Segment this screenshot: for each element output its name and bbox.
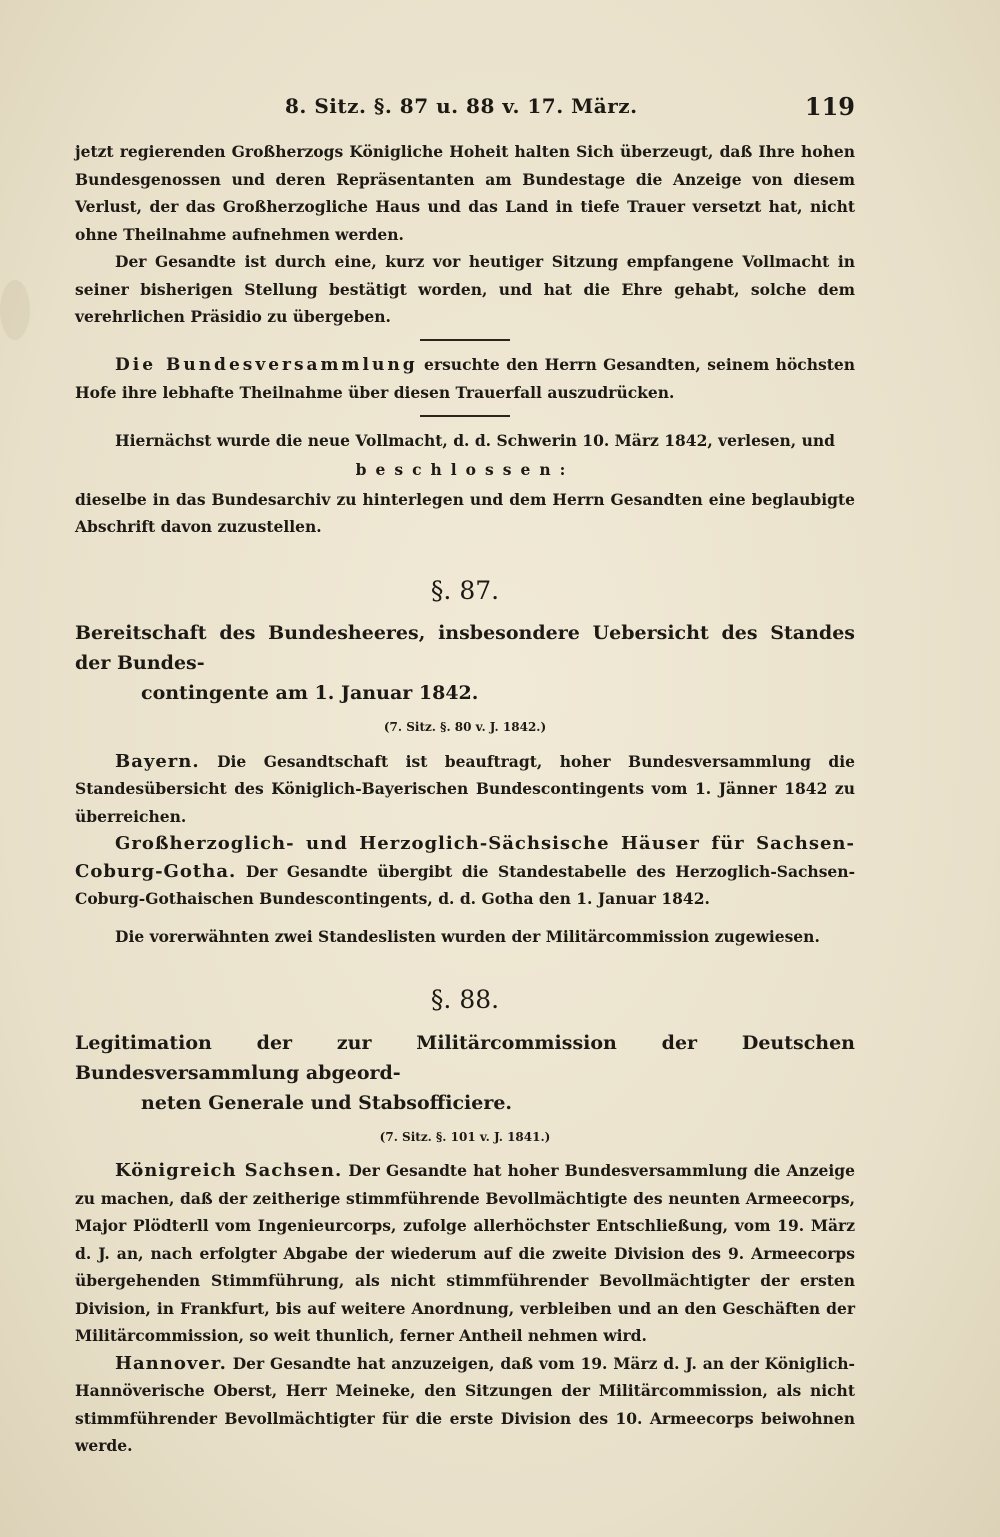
paragraph-koenigreich-sachsen [75, 1157, 855, 1350]
beschlossen-label: beschlossen: [355, 460, 575, 479]
section-88-reference: (7. Sitz. §. 101 v. J. 1841.) [379, 1129, 551, 1144]
running-title: 8. Sitz. §. 87 u. 88 v. 17. März. [285, 94, 638, 118]
lead-bundesversammlung: Die Bundesversammlung [115, 354, 418, 375]
section-87-title-line2: contingente am 1. Januar 1842. [141, 682, 479, 704]
page-header [75, 92, 855, 128]
spacer [75, 913, 855, 923]
section-88-number: §. 88. [430, 985, 500, 1014]
section-87-number: §. 87. [430, 575, 500, 605]
paragraph-vollmacht: Der Gesandte ist durch eine, kurz vor heutiger Sitzung empfangene Vollmacht in seiner bisherigen Stellung bestätigt worden, und hat die Ehre gehabt, solche dem verehrlichen Präsidio zu übergeben. [75, 252, 855, 326]
section-87-title-line1: Bereitschaft des Bundesheeres, insbesondere Uebersicht des Standes der Bundes- [75, 622, 855, 674]
page-body [75, 138, 855, 1460]
lead-koenigreich-sachsen: Königreich Sachsen. [115, 1160, 343, 1181]
paragraph-archiv: dieselbe in das Bundesarchiv zu hinterlegen und dem Herrn Gesandten eine beglaubigte Abschrift davon zuzustellen. [75, 489, 855, 536]
section-87-title [75, 618, 855, 708]
section-88-title-line1: Legitimation der zur Militärcommission der Deutschen Bundesversammlung abgeord- [75, 1031, 855, 1084]
divider-rule [420, 339, 510, 341]
divider-rule [420, 415, 510, 417]
text-koenigreich-sachsen: Der Gesandte hat hoher Bundesversammlung die Anzeige zu machen, daß der zeitherige stimmführende Bevollmächtigte des neunten Armeecorps, Major Plödterll vom Ingenieurcorps, zufolge allerhöchster Entschließung, vom 19. März d. J. an, nach erfolgter Abgabe der wiederum auf die zweite Division des 9. Armeecorps übergehenden Stimmführung, als nicht stimmführender Bevollmächtigter der ersten Division, in Frankfurt, bis auf weitere Anordnung, verbleiben und an den Geschäften der Militärcommission, so weit thunlich, ferner Antheil nehmen wird. [75, 1161, 855, 1345]
text-bundesversammlung: ersuchte den Herrn Gesandten, seinem höchsten Hofe ihre lebhafte Theilnahme über diesen Trauerfall auszudrücken. [75, 354, 856, 402]
text-hannover: Der Gesandte hat anzuzeigen, daß vom 19. März d. J. an der Königlich-Hannöverische Oberst, Herr Meineke, den Sitzungen der Militärcommission, als nicht stimmführender Bevollmächtigter für die erste Division des 10. Armeecorps beiwohnen werde. [75, 1353, 855, 1455]
paragraph-bayern [75, 748, 855, 831]
section-88-title-line2: neten Generale und Stabsofficiere. [141, 1091, 513, 1114]
text-bayern: Die Gesandtschaft ist beauftragt, hoher Bundesversammlung die Standesübersicht des Königlich-Bayerischen Bundescontingents vom 1. Jänner 1842 zu überreichen. [75, 751, 855, 826]
paragraph-standeslisten: Die vorerwähnten zwei Standeslisten wurden der Militärcommission zugewiesen. [115, 926, 820, 946]
paragraph-bundesversammlung [75, 351, 855, 407]
lead-bayern: Bayern. [115, 750, 200, 772]
paragraph-hiernaechst: Hiernächst wurde die neue Vollmacht, d. d. Schwerin 10. März 1842, verlesen, und [115, 430, 835, 450]
section-88-title [75, 1028, 855, 1118]
lead-hannover: Hannover. [115, 1352, 227, 1374]
page-number: 119 [804, 92, 855, 121]
text-sachsen-coburg: Der Gesandte übergibt die Standestabelle des Herzoglich-Sachsen-Coburg-Gothaischen Bundescontingents, d. d. Gotha den 1. Januar 1842. [75, 861, 855, 908]
paragraph-sachsen-coburg [75, 830, 855, 913]
lead-sachsen-coburg: Großherzoglich- und Herzoglich-Sächsische Häuser für Sachsen-Coburg-Gotha. [75, 833, 855, 882]
paragraph-hannover [75, 1350, 855, 1460]
paragraph-continuation: jetzt regierenden Großherzogs Königliche Hoheit halten Sich überzeugt, daß Ihre hohen Bundesgenossen und deren Repräsentanten am Bundestage die Anzeige von diesem Verlust, der das Großherzogliche Haus und das Land in tiefe Trauer versetzt hat, nicht ohne Theilnahme aufnehmen werden. [75, 142, 855, 244]
section-87-reference: (7. Sitz. §. 80 v. J. 1842.) [383, 720, 547, 734]
paper-stain [0, 280, 30, 340]
